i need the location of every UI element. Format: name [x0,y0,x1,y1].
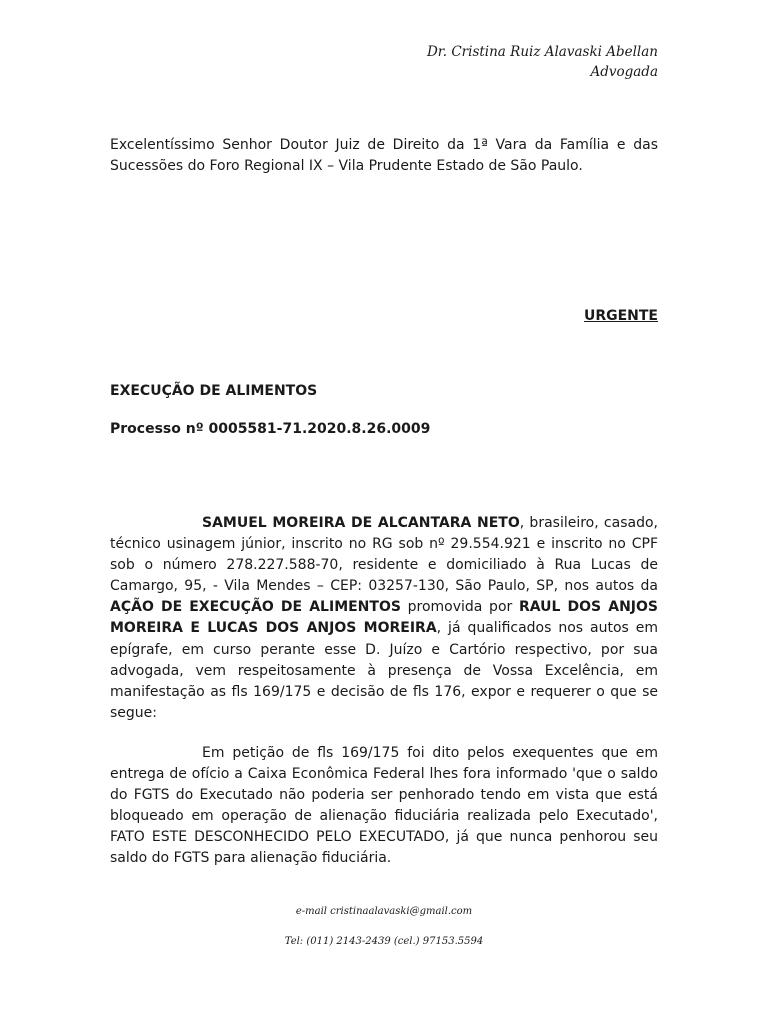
paragraph-1-text-b: promovida por [400,599,519,616]
paragraph-2: Em petição de fls 169/175 foi dito pelos exequentes que em entrega de ofício a Caixa Econômica Federal lhes fora informado 'que o saldo do FGTS do Executado não poderia ser penhorado tendo em vista que está bloqueado em operação de alienação fiduciária realizada pelo Executado', FATO ESTE DESCONHECIDO PELO EXECUTADO, já que nunca penhorou seu saldo do FGTS para alienação fiduciária. [110,744,658,867]
lawyer-name: Dr. Cristina Ruiz Alavaski Abellan [426,44,658,60]
paragraph-1 [110,513,658,724]
paragraph-1-text-a: , brasileiro, casado, técnico usinagem júnior, inscrito no RG sob nº 29.554.921 e inscrito no CPF sob o número 278.227.588-70, residente e domiciliado à Rua Lucas de Camargo, 95, - Vila Mendes – CEP: 03257-130, São Paulo, SP, nos autos da [110,515,658,595]
urgent-label: URGENTE [583,308,658,324]
footer-phone: Tel: (011) 2143-2439 (cel.) 97153.5594 [284,936,484,947]
process-number: Processo nº 0005581-71.2020.8.26.0009 [110,421,431,437]
lawyer-title: Advogada [590,64,658,80]
action-name: AÇÃO DE EXECUÇÃO DE ALIMENTOS [110,599,401,616]
letterhead [427,42,658,82]
addressee: Excelentíssimo Senhor Doutor Juiz de Direito da 1ª Vara da Família e das Sucessões do Foro Regional IX – Vila Prudente Estado de São Paulo. [110,137,658,174]
party-name: SAMUEL MOREIRA DE ALCANTARA NETO [202,515,520,531]
paragraph-1-text-c: , já qualificados nos autos em epígrafe, em curso perante esse D. Juízo e Cartório respectivo, por sua advogada, vem respeitosamente à presença de Vossa Excelência, em manifestação as fls 169/175 e decisão de fls 176, expor e requerer o que se segue: [110,620,658,721]
plaintiffs-names: RAUL DOS ANJOS MOREIRA E LUCAS DOS ANJOS MOREIRA [110,599,658,637]
petition-body [110,513,658,889]
footer-email: e-mail cristinaalavaski@gmail.com [295,906,473,917]
case-type: EXECUÇÃO DE ALIMENTOS [110,383,318,399]
